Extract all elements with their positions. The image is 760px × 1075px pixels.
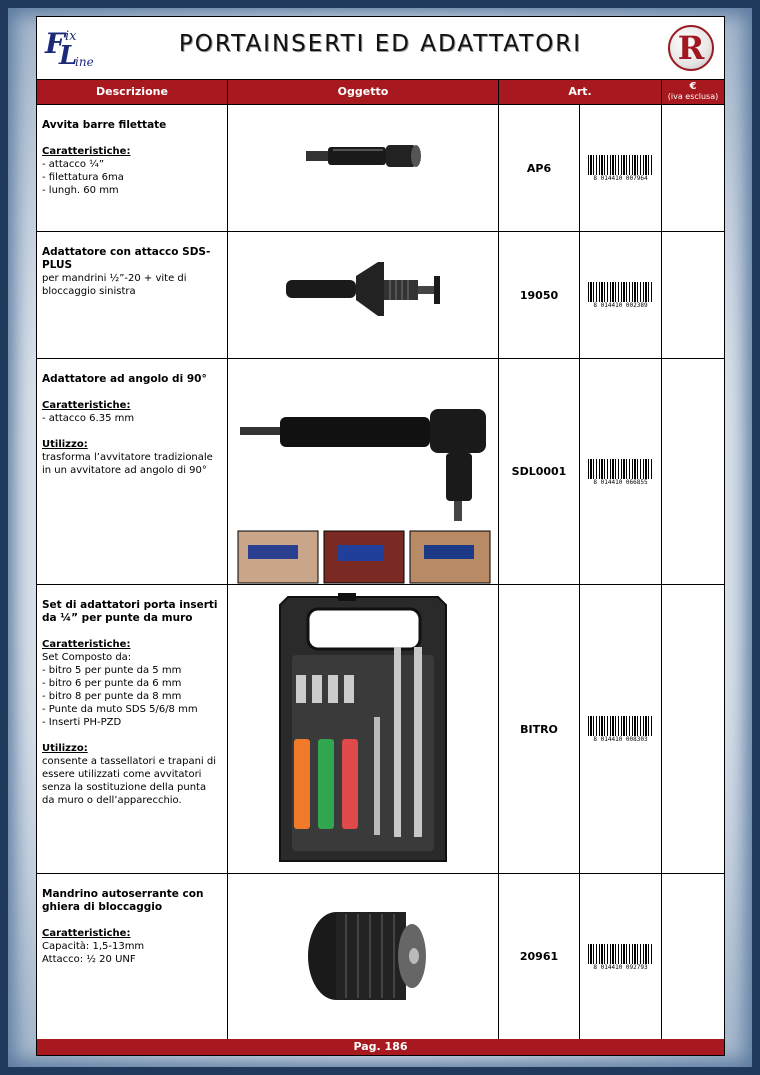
barcode-number: 8 014410 092793 (586, 964, 656, 971)
spec-line: - bitro 6 per punte da 6 mm (42, 678, 182, 689)
brand-r-logo: R (668, 25, 714, 71)
price-cell (662, 105, 724, 231)
barcode-cell (580, 359, 662, 584)
page-title: PORTAINSERTI ED ADATTATORI (178, 31, 583, 57)
spec-line: - attacco ¼” (42, 159, 105, 170)
spec-line: - filettatura 6ma (42, 172, 124, 183)
product-image-19050 (228, 232, 499, 358)
product-image-sdl0001 (228, 359, 499, 584)
article-code: BITRO (499, 585, 580, 873)
euro-symbol: € (689, 81, 697, 92)
table-row (37, 359, 724, 585)
page-header (37, 17, 724, 79)
barcode-number: 8 014410 066855 (586, 479, 656, 486)
section-heading: Caratteristiche: (42, 400, 131, 411)
barcode-number: 8 014410 002389 (586, 302, 656, 309)
barcode-image (588, 282, 654, 308)
barcode-image (588, 155, 654, 181)
spec-line: - lungh. 60 mm (42, 185, 119, 196)
table-header (37, 79, 724, 105)
product-title: Avvita barre filettate (42, 119, 167, 131)
product-description (37, 359, 228, 584)
barcode-cell (580, 105, 662, 231)
spec-line: - bitro 8 per punte da 8 mm (42, 691, 182, 702)
table-row (37, 874, 724, 1039)
product-title: Set di adattatori porta inserti da ¼” per punte da muro (42, 599, 218, 624)
table-row (37, 232, 724, 359)
spec-line: essere utilizzati come avvitatori (42, 769, 202, 780)
fixline-logo: F ix L ine (45, 27, 94, 71)
product-title: Adattatore ad angolo di 90° (42, 373, 207, 385)
spec-line: trasforma l’avvitatore tradizionale (42, 452, 213, 463)
section-heading: Caratteristiche: (42, 639, 131, 650)
product-description (37, 874, 228, 1039)
spec-line: Set Composto da: (42, 652, 132, 663)
barcode-image (588, 716, 654, 742)
vat-note: (iva esclusa) (667, 92, 719, 101)
spec-line: da muro o dell’apparecchio. (42, 795, 182, 806)
spec-line: bloccaggio sinistra (42, 286, 136, 297)
price-cell (662, 585, 724, 873)
price-cell (662, 874, 724, 1039)
price-cell (662, 232, 724, 358)
column-header-price (662, 80, 724, 104)
spec-line: consente a tassellatori e trapani di (42, 756, 217, 767)
product-title: Mandrino autoserrante con ghiera di bloccaggio (42, 888, 204, 913)
spec-line: - attacco 6.35 mm (42, 413, 135, 424)
spec-line: - Inserti PH-PZD (42, 717, 122, 728)
spec-line: Attacco: ½ 20 UNF (42, 954, 136, 965)
article-code: 20961 (499, 874, 580, 1039)
spec-line: per mandrini ½”-20 + vite di (42, 273, 187, 284)
catalog-page (36, 16, 725, 1056)
spec-line: Capacità: 1,5-13mm (42, 941, 145, 952)
price-cell (662, 359, 724, 584)
barcode-number: 8 014410 008303 (586, 736, 656, 743)
barcode-cell (580, 585, 662, 873)
article-code: SDL0001 (499, 359, 580, 584)
spec-line: senza la sostituzione della punta (42, 782, 207, 793)
barcode-cell (580, 874, 662, 1039)
product-image-bitro (228, 585, 499, 873)
article-code: 19050 (499, 232, 580, 358)
column-header-descrizione: Descrizione (37, 80, 228, 104)
barcode-image (588, 459, 654, 485)
spec-line: - bitro 5 per punte da 5 mm (42, 665, 182, 676)
section-heading: Caratteristiche: (42, 928, 131, 939)
section-heading: Utilizzo: (42, 743, 88, 754)
section-heading: Caratteristiche: (42, 146, 131, 157)
column-header-oggetto: Oggetto (228, 80, 499, 104)
column-header-art: Art. (499, 80, 662, 104)
barcode-image (588, 944, 654, 970)
article-code: AP6 (499, 105, 580, 231)
product-image-ap6 (228, 105, 499, 231)
table-row (37, 105, 724, 232)
product-description (37, 585, 228, 873)
spec-line: in un avvitatore ad angolo di 90° (42, 465, 207, 476)
product-image-20961 (228, 874, 499, 1039)
table-row (37, 585, 724, 874)
section-heading: Utilizzo: (42, 439, 88, 450)
page-footer: Pag. 186 (37, 1039, 724, 1055)
product-description (37, 232, 228, 358)
spec-line: - Punte da muto SDS 5/6/8 mm (42, 704, 198, 715)
barcode-number: 8 014410 007964 (586, 175, 656, 182)
barcode-cell (580, 232, 662, 358)
product-title: Adattatore con attacco SDS-PLUS (42, 246, 211, 271)
product-description (37, 105, 228, 231)
